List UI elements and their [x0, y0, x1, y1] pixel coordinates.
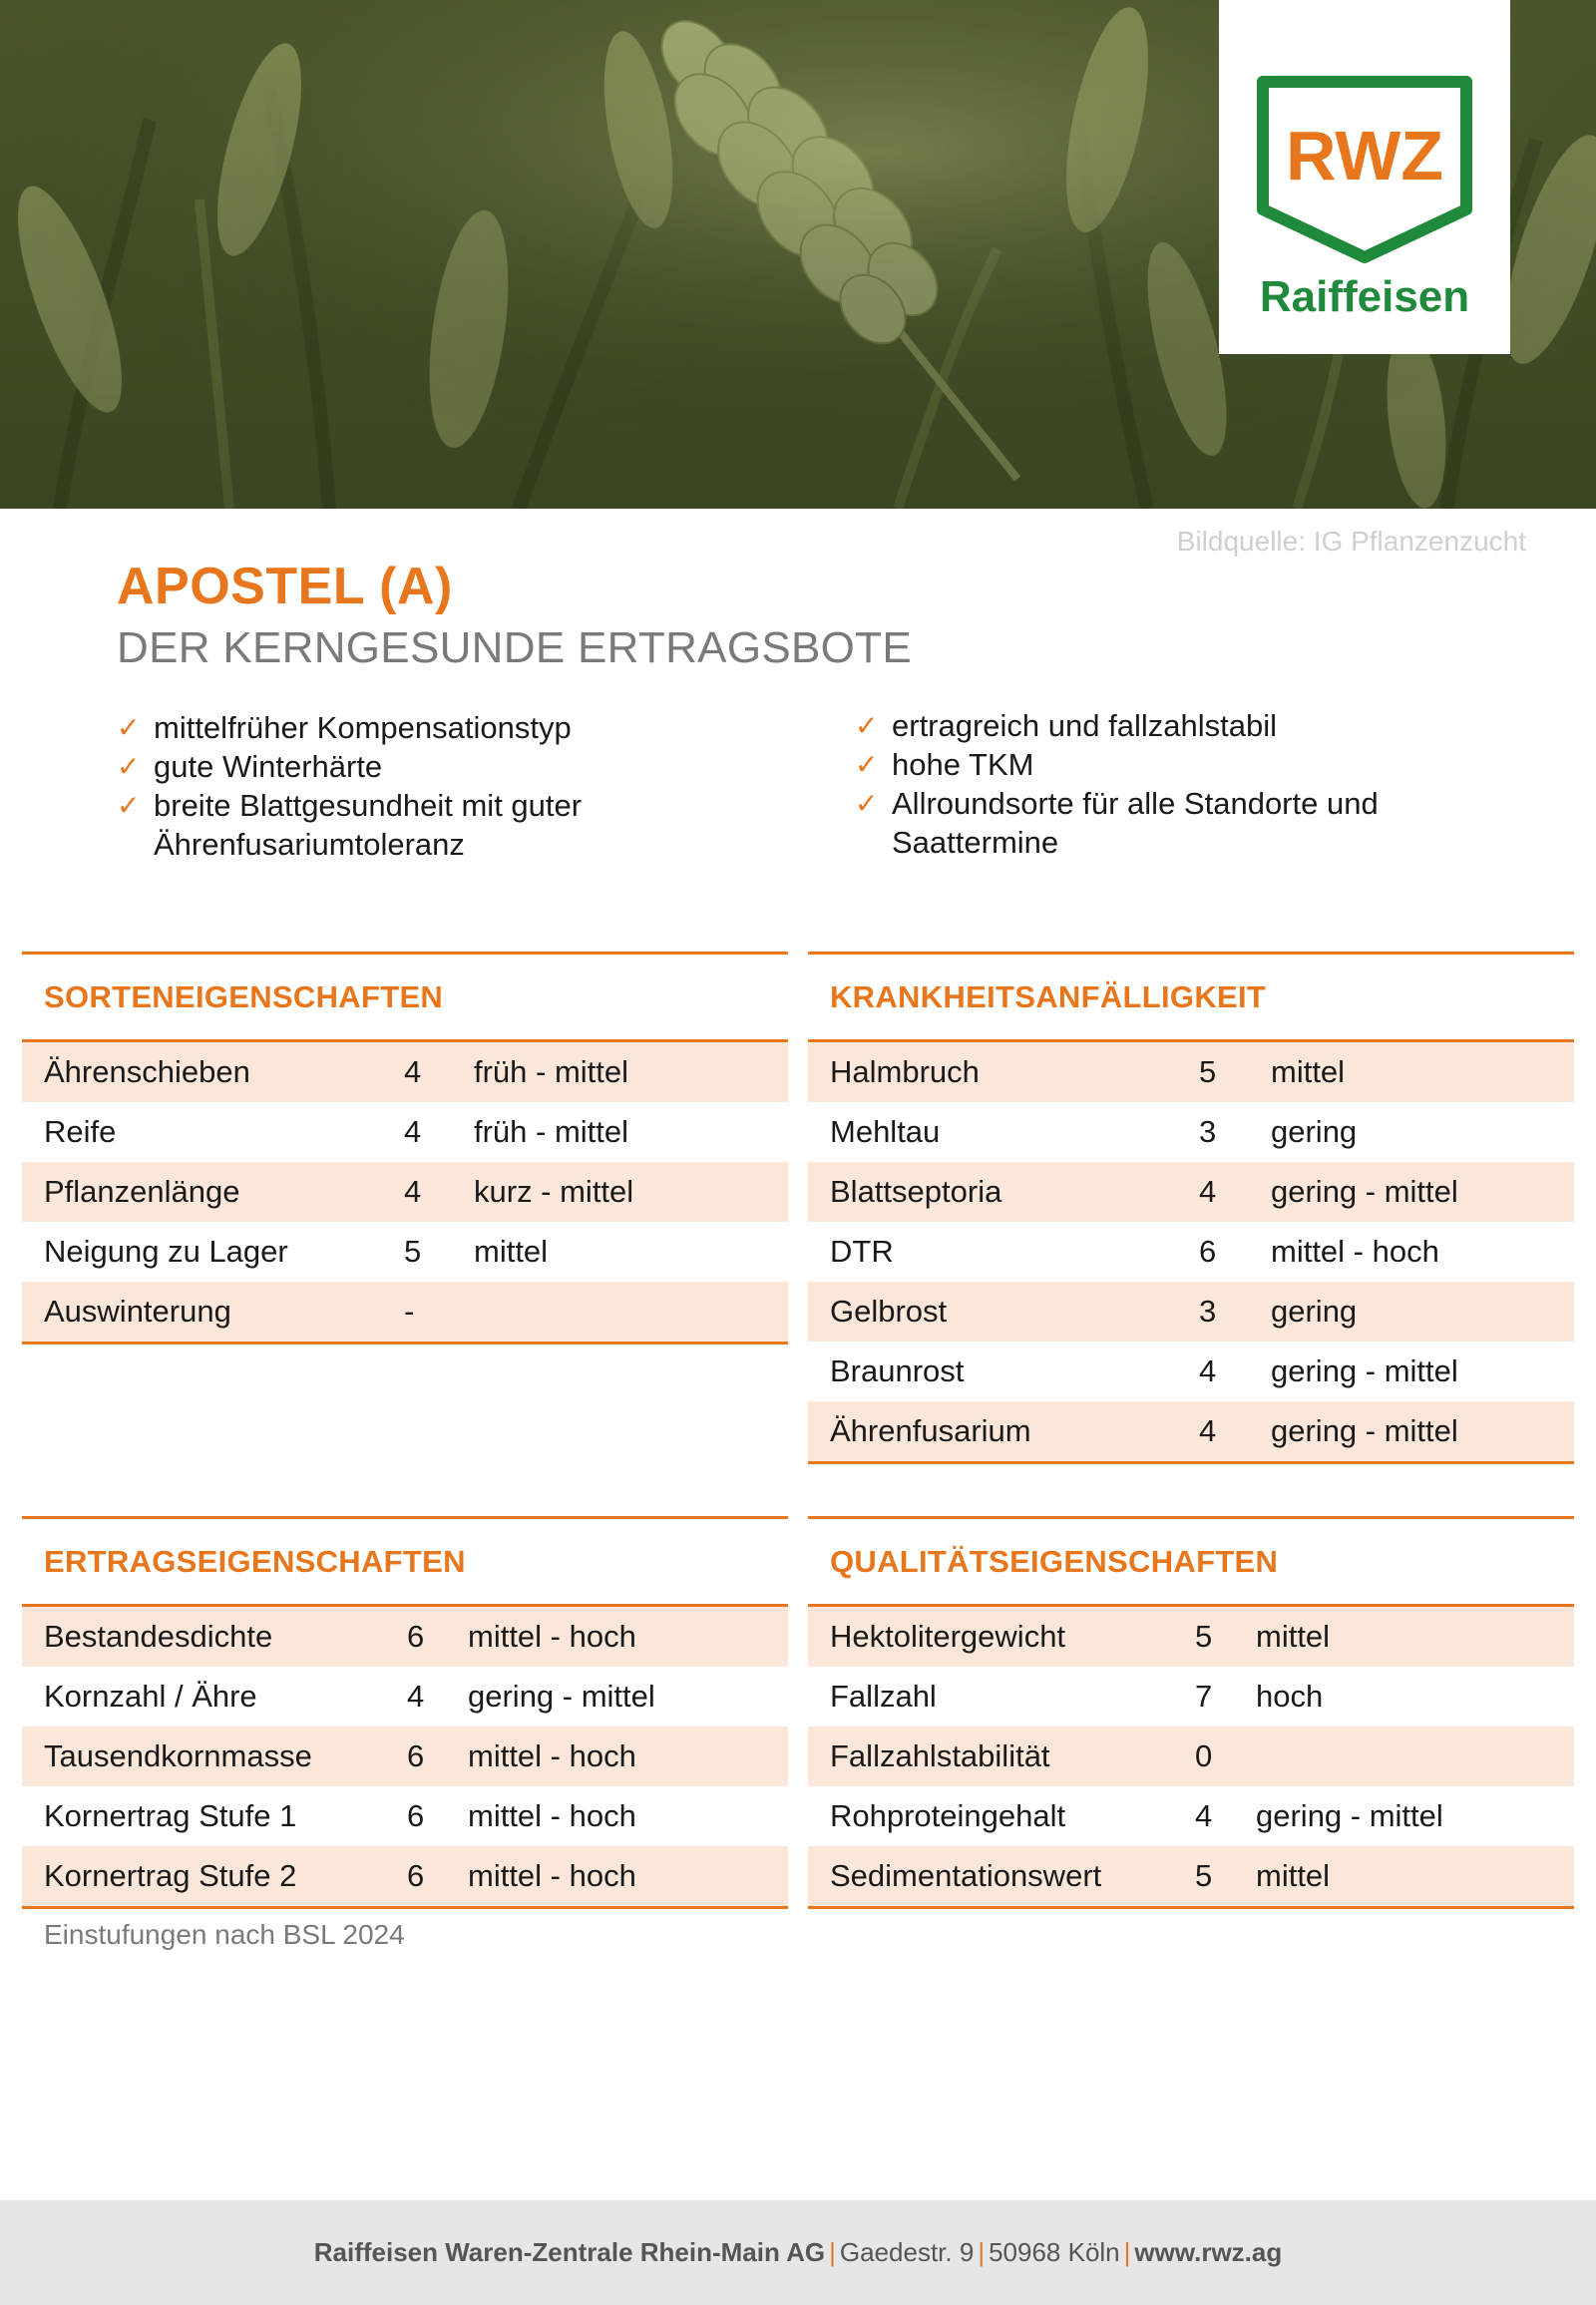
property-name: Pflanzenlänge: [44, 1174, 240, 1209]
table-row: [808, 1162, 1574, 1222]
property-rating: gering - mittel: [1271, 1413, 1458, 1448]
table-qualitaetseigenschaften: [808, 1516, 1574, 1909]
table-row: [808, 1667, 1574, 1727]
property-score: 6: [407, 1858, 425, 1893]
table-row: [22, 1102, 788, 1162]
feature-item: [855, 784, 1413, 862]
footer: [0, 2200, 1596, 2305]
table-heading: ERTRAGSEIGENSCHAFTEN: [44, 1543, 466, 1579]
check-icon: ✓: [117, 751, 141, 782]
property-score: 4: [1195, 1798, 1213, 1833]
table-row: [808, 1846, 1574, 1906]
table-heading: QUALITÄTSEIGENSCHAFTEN: [830, 1543, 1279, 1579]
feature-text: gute Winterhärte: [154, 749, 383, 784]
feature-item: [855, 706, 1413, 745]
property-name: Hektolitergewicht: [830, 1619, 1066, 1654]
feature-item: [117, 747, 635, 786]
property-name: Gelbrost: [830, 1294, 948, 1329]
feature-list-left: [117, 708, 635, 864]
property-score: 5: [1195, 1619, 1213, 1654]
table-row: [22, 1727, 788, 1786]
footnote: Einstufungen nach BSL 2024: [44, 1919, 405, 1950]
property-name: Kornertrag Stufe 2: [44, 1858, 297, 1893]
table-row: [22, 1786, 788, 1846]
property-name: DTR: [830, 1234, 894, 1269]
property-score: 4: [1199, 1174, 1217, 1209]
property-rating: früh - mittel: [474, 1054, 629, 1089]
property-name: Halmbruch: [830, 1054, 980, 1089]
check-icon: ✓: [855, 749, 879, 780]
property-name: Neigung zu Lager: [44, 1234, 288, 1269]
property-rating: kurz - mittel: [474, 1174, 634, 1209]
property-name: Bestandesdichte: [44, 1619, 273, 1654]
property-name: Kornzahl / Ähre: [44, 1679, 257, 1714]
check-icon: ✓: [117, 712, 141, 743]
table-row: [808, 1222, 1574, 1282]
property-score: 6: [407, 1798, 425, 1833]
table-row: [808, 1727, 1574, 1786]
feature-text: hohe TKM: [892, 747, 1034, 782]
table-sorteneigenschaften: [22, 952, 788, 1345]
table-ertragseigenschaften: [22, 1516, 788, 1909]
footer-separator: |: [829, 2237, 836, 2267]
table-row: [22, 1282, 788, 1342]
property-score: 4: [404, 1114, 422, 1149]
property-name: Blattseptoria: [830, 1174, 1002, 1209]
feature-item: [855, 745, 1413, 784]
property-rating: mittel - hoch: [468, 1798, 636, 1833]
footer-company: Raiffeisen Waren-Zentrale Rhein-Main AG: [313, 2237, 826, 2267]
table-bottom-rule: [808, 1906, 1574, 1909]
property-score: 6: [407, 1619, 425, 1654]
property-rating: mittel: [1256, 1619, 1331, 1654]
property-score: -: [404, 1294, 415, 1329]
rwz-logo: [1219, 0, 1510, 354]
property-name: Reife: [44, 1114, 117, 1149]
property-name: Ährenschieben: [44, 1054, 250, 1089]
property-score: 3: [1199, 1114, 1217, 1149]
property-name: Rohproteingehalt: [830, 1798, 1066, 1833]
property-rating: gering: [1271, 1294, 1358, 1329]
table-row: [808, 1786, 1574, 1846]
footer-street: Gaedestr. 9: [839, 2237, 975, 2267]
property-rating: hoch: [1256, 1679, 1324, 1714]
table-bottom-rule: [808, 1461, 1574, 1464]
table-row: [808, 1102, 1574, 1162]
logo-mark-text: RWZ: [1285, 117, 1444, 194]
property-rating: gering - mittel: [1271, 1174, 1458, 1209]
property-name: Auswinterung: [44, 1294, 231, 1329]
table-row: [22, 1607, 788, 1667]
property-name: Tausendkornmasse: [44, 1738, 312, 1773]
table-heading: SORTENEIGENSCHAFTEN: [44, 978, 444, 1014]
property-rating: mittel - hoch: [468, 1858, 636, 1893]
table-row: [808, 1607, 1574, 1667]
property-score: 6: [1199, 1234, 1217, 1269]
property-score: 4: [1199, 1413, 1217, 1448]
table-bottom-rule: [22, 1906, 788, 1909]
feature-text: breite Blattgesundheit mit guter Ährenfusariumtoleranz: [154, 788, 583, 862]
property-name: Fallzahl: [830, 1679, 937, 1714]
property-score: 6: [407, 1738, 425, 1773]
property-score: 5: [404, 1234, 422, 1269]
property-rating: gering - mittel: [468, 1679, 655, 1714]
check-icon: ✓: [855, 788, 879, 819]
property-rating: früh - mittel: [474, 1114, 629, 1149]
table-bottom-rule: [22, 1342, 788, 1345]
feature-item: [117, 708, 635, 747]
table-row: [808, 1401, 1574, 1461]
property-rating: gering - mittel: [1256, 1798, 1443, 1833]
rwz-shield-logo: [1219, 0, 1510, 354]
footer-city: 50968 Köln: [989, 2237, 1120, 2267]
property-rating: mittel - hoch: [468, 1738, 636, 1773]
property-rating: mittel - hoch: [468, 1619, 636, 1654]
table-row: [22, 1042, 788, 1102]
property-rating: gering: [1271, 1114, 1358, 1149]
property-name: Ährenfusarium: [830, 1413, 1031, 1448]
table-row: [22, 1846, 788, 1906]
property-score: 5: [1195, 1858, 1213, 1893]
table-krankheitsanfaelligkeit: [808, 952, 1574, 1464]
footer-website-link[interactable]: www.rwz.ag: [1134, 2237, 1283, 2267]
property-name: Mehltau: [830, 1114, 941, 1149]
feature-item: [117, 786, 635, 864]
property-rating: mittel: [474, 1234, 549, 1269]
property-rating: mittel: [1271, 1054, 1346, 1089]
property-score: 0: [1195, 1738, 1213, 1773]
table-row: [808, 1042, 1574, 1102]
property-score: 3: [1199, 1294, 1217, 1329]
property-rating: gering - mittel: [1271, 1353, 1458, 1388]
property-score: 4: [1199, 1353, 1217, 1388]
feature-text: mittelfrüher Kompensationstyp: [154, 710, 572, 745]
table-row: [808, 1342, 1574, 1401]
property-score: 7: [1195, 1679, 1213, 1714]
property-rating: mittel: [1256, 1858, 1331, 1893]
property-name: Braunrost: [830, 1353, 965, 1388]
property-score: 4: [404, 1174, 422, 1209]
footer-separator: |: [978, 2237, 986, 2267]
page-title: APOSTEL (A): [117, 558, 453, 615]
page-subtitle: DER KERNGESUNDE ERTRAGSBOTE: [117, 623, 912, 672]
table-row: [22, 1667, 788, 1727]
table-row: [808, 1282, 1574, 1342]
check-icon: ✓: [855, 710, 879, 741]
table-row: [22, 1222, 788, 1282]
property-name: Fallzahlstabilität: [830, 1738, 1050, 1773]
table-heading: KRANKHEITSANFÄLLIGKEIT: [830, 978, 1267, 1014]
feature-list-right: [855, 706, 1413, 862]
check-icon: ✓: [117, 790, 141, 821]
hero-wheat-image: [0, 0, 1596, 509]
footer-separator: |: [1123, 2237, 1131, 2267]
property-name: Kornertrag Stufe 1: [44, 1798, 297, 1833]
property-name: Sedimentationswert: [830, 1858, 1102, 1893]
feature-text: Allroundsorte für alle Standorte und Saattermine: [892, 786, 1379, 860]
table-row: [22, 1162, 788, 1222]
property-score: 4: [404, 1054, 422, 1089]
property-rating: mittel - hoch: [1271, 1234, 1439, 1269]
logo-wordmark-text: Raiffeisen: [1259, 272, 1470, 321]
property-score: 5: [1199, 1054, 1217, 1089]
feature-text: ertragreich und fallzahlstabil: [892, 708, 1277, 743]
property-score: 4: [407, 1679, 425, 1714]
image-credit: Bildquelle: IG Pflanzenzucht: [1176, 526, 1526, 557]
